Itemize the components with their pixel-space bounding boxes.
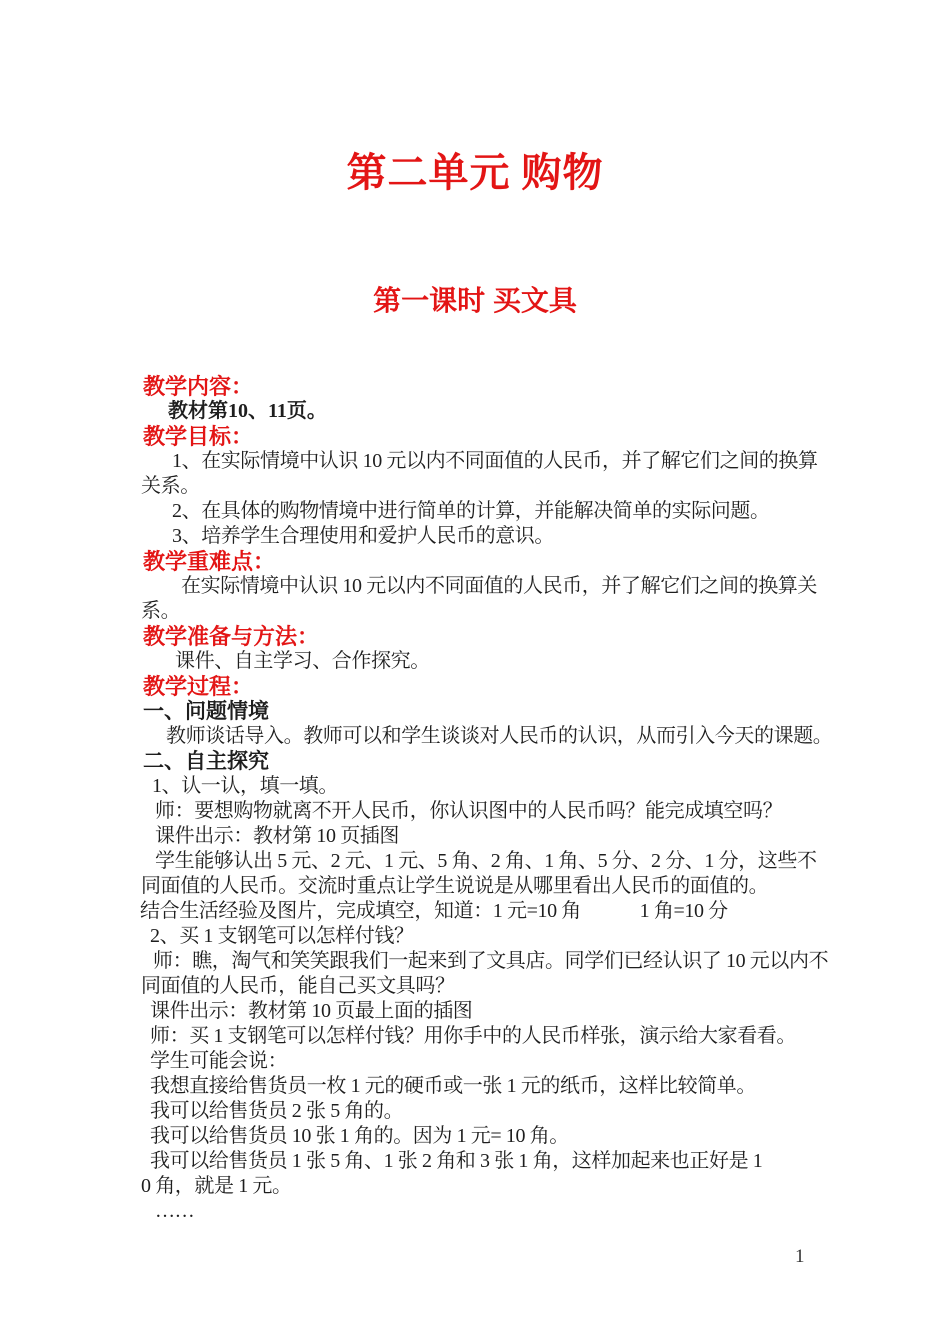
- text-line: 师：买 1 支钢笔可以怎样付钱？用你手中的人民币样张，演示给大家看看。: [150, 1025, 796, 1047]
- text-line: 教学目标：: [143, 424, 254, 449]
- text-line: 师：瞧，淘气和笑笑跟我们一起来到了文具店。同学们已经认识了 10 元以内不: [153, 950, 829, 972]
- text-line: 我可以给售货员 1 张 5 角、1 张 2 角和 3 张 1 角，这样加起来也正好是 1: [150, 1150, 763, 1172]
- text-line: 学生能够认出 5 元、2 元、1 元、5 角、2 角、1 角、5 分、2 分、1 分，这些不: [155, 850, 817, 872]
- text-line: 同面值的人民币，能自己买文具吗？: [141, 975, 455, 997]
- text-line: 教学重难点：: [143, 549, 276, 574]
- text-line: 关系。: [141, 475, 200, 497]
- text-line: 1、认一认，填一填。: [152, 775, 338, 797]
- unit-title: 第二单元 购物: [346, 150, 604, 195]
- text-line: 课件、自主学习、合作探究。: [175, 650, 430, 672]
- text-line: 教学内容：: [143, 374, 254, 399]
- document-lines: [140, 374, 840, 1224]
- text-line: 同面值的人民币。交流时重点让学生说说是从哪里看出人民币的面值的。: [141, 875, 769, 897]
- text-line: 系。: [141, 600, 181, 622]
- text-line: 0 角，就是 1 元。: [141, 1175, 292, 1197]
- text-line: 教材第10、11页。: [168, 400, 327, 422]
- text-line: 在实际情境中认识 10 元以内不同面值的人民币，并了解它们之间的换算关: [181, 575, 817, 597]
- text-line: 师：要想购物就离不开人民币，你认识图中的人民币吗？能完成填空吗？: [155, 800, 783, 822]
- text-line: 课件出示：教材第 10 页插图: [155, 825, 399, 847]
- text-line: 我可以给售货员 2 张 5 角的。: [150, 1100, 404, 1122]
- text-line: 2、在具体的购物情境中进行简单的计算，并能解决简单的实际问题。: [172, 500, 770, 522]
- text-line: 我想直接给售货员一枚 1 元的硬币或一张 1 元的纸币，这样比较简单。: [150, 1075, 756, 1097]
- page-number: 1: [795, 1246, 805, 1267]
- text-line: 我可以给售货员 10 张 1 角的。因为 1 元= 10 角。: [150, 1125, 569, 1147]
- text-line: 3、培养学生合理使用和爱护人民币的意识。: [172, 525, 554, 547]
- text-line: 学生可能会说：: [150, 1050, 288, 1072]
- text-line: 教学过程：: [143, 674, 254, 699]
- text-line: 1、在实际情境中认识 10 元以内不同面值的人民币，并了解它们之间的换算: [172, 450, 818, 472]
- lesson-title: 第一课时 买文具: [373, 285, 577, 316]
- text-line: 教学准备与方法：: [143, 624, 320, 649]
- text-line: 课件出示：教材第 10 页最上面的插图: [150, 1000, 473, 1022]
- text-line: 结合生活经验及图片，完成填空，知道：1 元=10 角 1 角=10 分: [140, 900, 728, 922]
- text-line: 2、买 1 支钢笔可以怎样付钱？: [150, 925, 414, 947]
- text-line: 教师谈话导入。教师可以和学生谈谈对人民币的认识，从而引入今天的课题。: [166, 725, 833, 747]
- text-line: 一、问题情境: [143, 700, 269, 723]
- text-line: ……: [155, 1200, 195, 1222]
- text-line: 二、自主探究: [143, 750, 269, 773]
